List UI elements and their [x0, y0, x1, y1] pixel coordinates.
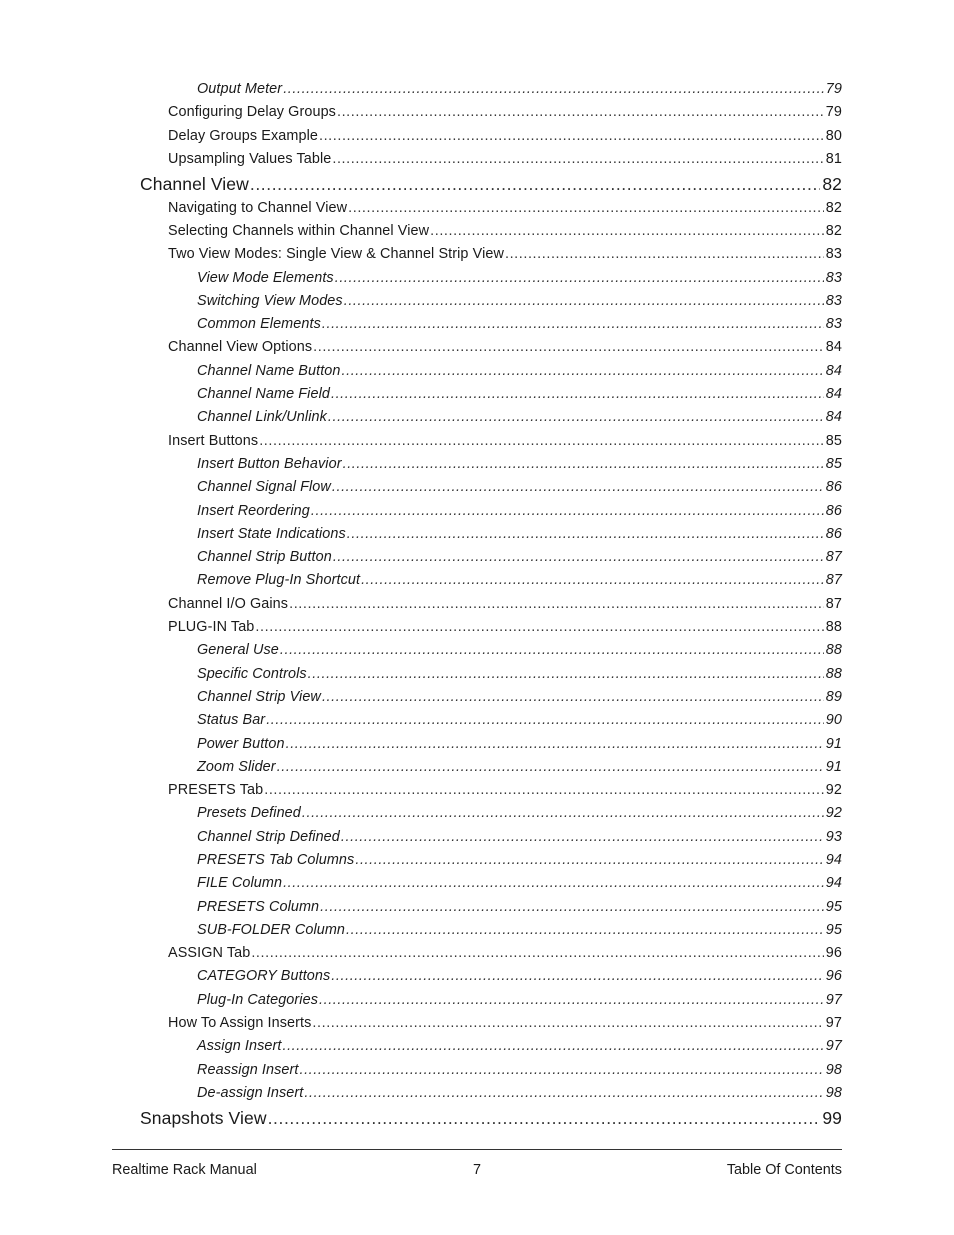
toc-entry-page: 97: [825, 991, 842, 1008]
toc-entry-title: Two View Modes: Single View & Channel Strip View: [168, 246, 504, 263]
table-of-contents: [0, 78, 954, 1131]
toc-dot-leader: [332, 148, 823, 171]
toc-entry[interactable]: [197, 406, 842, 429]
toc-entry-title: Snapshots View: [140, 1108, 267, 1129]
toc-entry-page: 85: [825, 432, 842, 449]
toc-entry[interactable]: [197, 639, 842, 662]
toc-entry[interactable]: [197, 360, 842, 383]
toc-entry[interactable]: [197, 1059, 842, 1082]
toc-entry-title: View Mode Elements: [197, 269, 334, 286]
toc-dot-leader: [302, 802, 824, 825]
toc-entry-page: 86: [825, 502, 842, 519]
toc-dot-leader: [333, 546, 824, 569]
toc-entry-page: 91: [825, 758, 842, 775]
toc-entry-page: 89: [825, 688, 842, 705]
toc-entry-page: 88: [825, 665, 842, 682]
toc-entry[interactable]: [168, 220, 842, 243]
toc-dot-leader: [268, 1105, 821, 1131]
toc-entry-page: 79: [825, 81, 842, 97]
toc-entry[interactable]: [168, 942, 842, 965]
toc-entry-page: 82: [825, 222, 842, 239]
toc-entry-title: General Use: [197, 642, 279, 659]
toc-entry[interactable]: [197, 663, 842, 686]
toc-entry-title: Remove Plug-In Shortcut: [197, 572, 361, 589]
toc-entry[interactable]: [197, 523, 842, 546]
toc-dot-leader: [346, 919, 824, 942]
toc-entry-page: 97: [825, 1015, 842, 1032]
toc-entry[interactable]: [197, 919, 842, 942]
toc-entry-page: 86: [825, 525, 842, 542]
toc-entry-title: Insert Reordering: [197, 502, 310, 519]
toc-entry-page: 83: [825, 269, 842, 286]
toc-dot-leader: [343, 453, 824, 476]
toc-entry-page: 91: [825, 735, 842, 752]
toc-entry[interactable]: [197, 313, 842, 336]
toc-entry-page: 83: [825, 292, 842, 309]
toc-entry[interactable]: [197, 453, 842, 476]
toc-dot-leader: [322, 313, 824, 336]
toc-entry-title: How To Assign Inserts: [168, 1015, 312, 1032]
toc-dot-leader: [264, 779, 824, 802]
toc-entry-page: 84: [825, 409, 842, 426]
toc-dot-leader: [341, 826, 824, 849]
footer-manual-title: Realtime Rack Manual: [112, 1162, 257, 1178]
toc-dot-leader: [251, 942, 823, 965]
toc-entry-page: 80: [825, 127, 842, 144]
toc-entry-title: Status Bar: [197, 712, 266, 729]
toc-entry-title: ASSIGN Tab: [168, 945, 251, 962]
toc-entry-title: Specific Controls: [197, 665, 307, 682]
toc-entry-title: Insert Buttons: [168, 432, 259, 449]
toc-entry-title: De-assign Insert: [197, 1084, 304, 1101]
toc-entry-title: Upsampling Values Table: [168, 150, 332, 167]
toc-entry[interactable]: [168, 148, 842, 171]
toc-entry-page: 94: [825, 852, 842, 868]
toc-entry-title: PRESETS Tab Columns: [197, 852, 355, 868]
toc-entry[interactable]: [197, 500, 842, 523]
toc-entry[interactable]: [197, 802, 842, 825]
toc-dot-leader: [255, 616, 823, 639]
toc-entry-title: Presets Defined: [197, 805, 301, 822]
toc-entry-title: Channel View: [140, 174, 249, 195]
toc-entry-title: SUB-FOLDER Column: [197, 921, 346, 938]
toc-entry[interactable]: [197, 733, 842, 756]
toc-entry-title: Delay Groups Example: [168, 127, 318, 144]
toc-entry-page: 81: [825, 150, 842, 167]
toc-entry-page: 87: [825, 572, 842, 589]
toc-entry-page: 92: [825, 782, 842, 799]
toc-entry[interactable]: [197, 849, 842, 872]
toc-entry-title: FILE Column: [197, 875, 283, 892]
toc-entry[interactable]: [197, 569, 842, 592]
toc-entry[interactable]: [140, 1105, 842, 1131]
toc-entry-page: 98: [825, 1084, 842, 1101]
toc-entry-title: PLUG-IN Tab: [168, 619, 255, 636]
toc-entry-title: Power Button: [197, 735, 285, 752]
toc-dot-leader: [250, 171, 820, 197]
toc-entry[interactable]: [197, 756, 842, 779]
toc-entry-title: Assign Insert: [197, 1038, 282, 1055]
toc-entry[interactable]: [168, 430, 842, 453]
toc-dot-leader: [505, 243, 824, 266]
footer-section-title: Table Of Contents: [726, 1162, 842, 1178]
toc-dot-leader: [289, 593, 824, 616]
toc-dot-leader: [312, 1012, 823, 1035]
toc-dot-leader: [319, 989, 824, 1012]
toc-dot-leader: [344, 290, 824, 313]
toc-dot-leader: [348, 197, 824, 220]
toc-entry-title: Channel Strip Button: [197, 549, 332, 566]
toc-entry-title: Zoom Slider: [197, 758, 276, 775]
toc-entry[interactable]: [197, 965, 842, 988]
toc-entry-page: 88: [825, 642, 842, 659]
toc-entry-page: 92: [825, 805, 842, 822]
footer-page-number: 7: [472, 1162, 481, 1178]
toc-entry-title: PRESETS Column: [197, 898, 320, 915]
toc-entry-page: 82: [822, 174, 842, 195]
toc-entry[interactable]: [168, 197, 842, 220]
toc-dot-leader: [361, 569, 824, 592]
toc-dot-leader: [322, 686, 824, 709]
toc-dot-leader: [277, 756, 824, 779]
toc-entry-title: Insert Button Behavior: [197, 455, 342, 472]
toc-dot-leader: [259, 430, 824, 453]
toc-entry-title: Channel View Options: [168, 339, 313, 356]
toc-entry-page: 88: [825, 619, 842, 636]
toc-dot-leader: [331, 383, 824, 406]
toc-entry[interactable]: [168, 101, 842, 124]
toc-entry-title: Navigating to Channel View: [168, 199, 348, 216]
toc-entry[interactable]: [197, 686, 842, 709]
toc-entry[interactable]: [197, 1035, 842, 1058]
toc-entry-title: Channel Signal Flow: [197, 479, 331, 496]
toc-dot-leader: [332, 476, 824, 499]
toc-dot-leader: [282, 1035, 823, 1058]
toc-entry-page: 82: [825, 199, 842, 216]
toc-dot-leader: [304, 1082, 823, 1105]
toc-dot-leader: [342, 360, 824, 383]
footer-divider: [112, 1149, 842, 1150]
toc-entry[interactable]: [197, 383, 842, 406]
toc-dot-leader: [347, 523, 824, 546]
toc-entry-page: 86: [825, 479, 842, 496]
toc-entry-title: Channel Name Field: [197, 386, 330, 403]
toc-entry[interactable]: [197, 290, 842, 313]
toc-entry-page: 93: [825, 828, 842, 845]
toc-entry-page: 84: [825, 362, 842, 379]
toc-entry[interactable]: [168, 243, 842, 266]
toc-dot-leader: [355, 849, 823, 872]
toc-dot-leader: [308, 663, 824, 686]
toc-entry-title: Channel Strip View: [197, 688, 321, 705]
toc-entry-page: 85: [825, 455, 842, 472]
toc-dot-leader: [320, 896, 824, 919]
toc-entry-title: Plug-In Categories: [197, 991, 318, 1008]
toc-entry-page: 97: [825, 1038, 842, 1055]
toc-entry-title: Channel Link/Unlink: [197, 409, 327, 426]
toc-entry-title: Configuring Delay Groups: [168, 104, 336, 121]
toc-dot-leader: [430, 220, 824, 243]
toc-entry[interactable]: [168, 616, 842, 639]
toc-entry-page: 99: [822, 1108, 842, 1129]
toc-entry[interactable]: [197, 826, 842, 849]
toc-entry-page: 83: [825, 246, 842, 263]
toc-dot-leader: [299, 1059, 823, 1082]
toc-entry-title: Common Elements: [197, 316, 321, 333]
toc-entry-page: 84: [825, 339, 842, 356]
toc-entry-page: 96: [825, 968, 842, 985]
toc-entry[interactable]: [197, 78, 842, 101]
toc-entry[interactable]: [168, 1012, 842, 1035]
toc-entry-title: Channel I/O Gains: [168, 595, 289, 612]
toc-entry-page: 94: [825, 875, 842, 892]
toc-entry-page: 95: [825, 921, 842, 938]
toc-dot-leader: [311, 500, 824, 523]
toc-dot-leader: [328, 406, 824, 429]
toc-entry-page: 95: [825, 898, 842, 915]
toc-entry[interactable]: [197, 896, 842, 919]
toc-entry[interactable]: [197, 709, 842, 732]
toc-dot-leader: [313, 336, 824, 359]
toc-entry-page: 87: [825, 595, 842, 612]
toc-entry-title: Output Meter: [197, 81, 283, 97]
toc-entry[interactable]: [168, 593, 842, 616]
toc-dot-leader: [337, 101, 824, 124]
toc-entry-page: 84: [825, 386, 842, 403]
toc-entry-page: 83: [825, 316, 842, 333]
toc-entry[interactable]: [197, 989, 842, 1012]
toc-entry[interactable]: [197, 872, 842, 895]
toc-entry[interactable]: [168, 336, 842, 359]
toc-entry-page: 90: [825, 712, 842, 729]
toc-entry[interactable]: [168, 125, 842, 148]
toc-entry-title: Insert State Indications: [197, 525, 346, 542]
toc-dot-leader: [283, 78, 824, 101]
toc-entry[interactable]: [197, 267, 842, 290]
toc-entry-title: Switching View Modes: [197, 292, 343, 309]
toc-dot-leader: [331, 965, 823, 988]
toc-dot-leader: [335, 267, 824, 290]
toc-dot-leader: [319, 125, 824, 148]
toc-entry-page: 79: [825, 104, 842, 121]
toc-dot-leader: [286, 733, 824, 756]
toc-entry[interactable]: [197, 1082, 842, 1105]
toc-entry-title: Reassign Insert: [197, 1061, 299, 1078]
toc-dot-leader: [266, 709, 824, 732]
toc-dot-leader: [280, 639, 824, 662]
toc-entry-title: PRESETS Tab: [168, 782, 264, 799]
toc-entry-page: 98: [825, 1061, 842, 1078]
toc-entry-title: Channel Name Button: [197, 362, 341, 379]
toc-entry[interactable]: [197, 546, 842, 569]
toc-dot-leader: [283, 872, 824, 895]
toc-entry-title: Selecting Channels within Channel View: [168, 222, 430, 239]
toc-entry[interactable]: [140, 171, 842, 197]
toc-entry-page: 96: [825, 945, 842, 962]
toc-entry[interactable]: [168, 779, 842, 802]
toc-entry-page: 87: [825, 549, 842, 566]
toc-entry[interactable]: [197, 476, 842, 499]
toc-entry-title: Channel Strip Defined: [197, 828, 340, 845]
toc-entry-title: CATEGORY Buttons: [197, 968, 331, 985]
